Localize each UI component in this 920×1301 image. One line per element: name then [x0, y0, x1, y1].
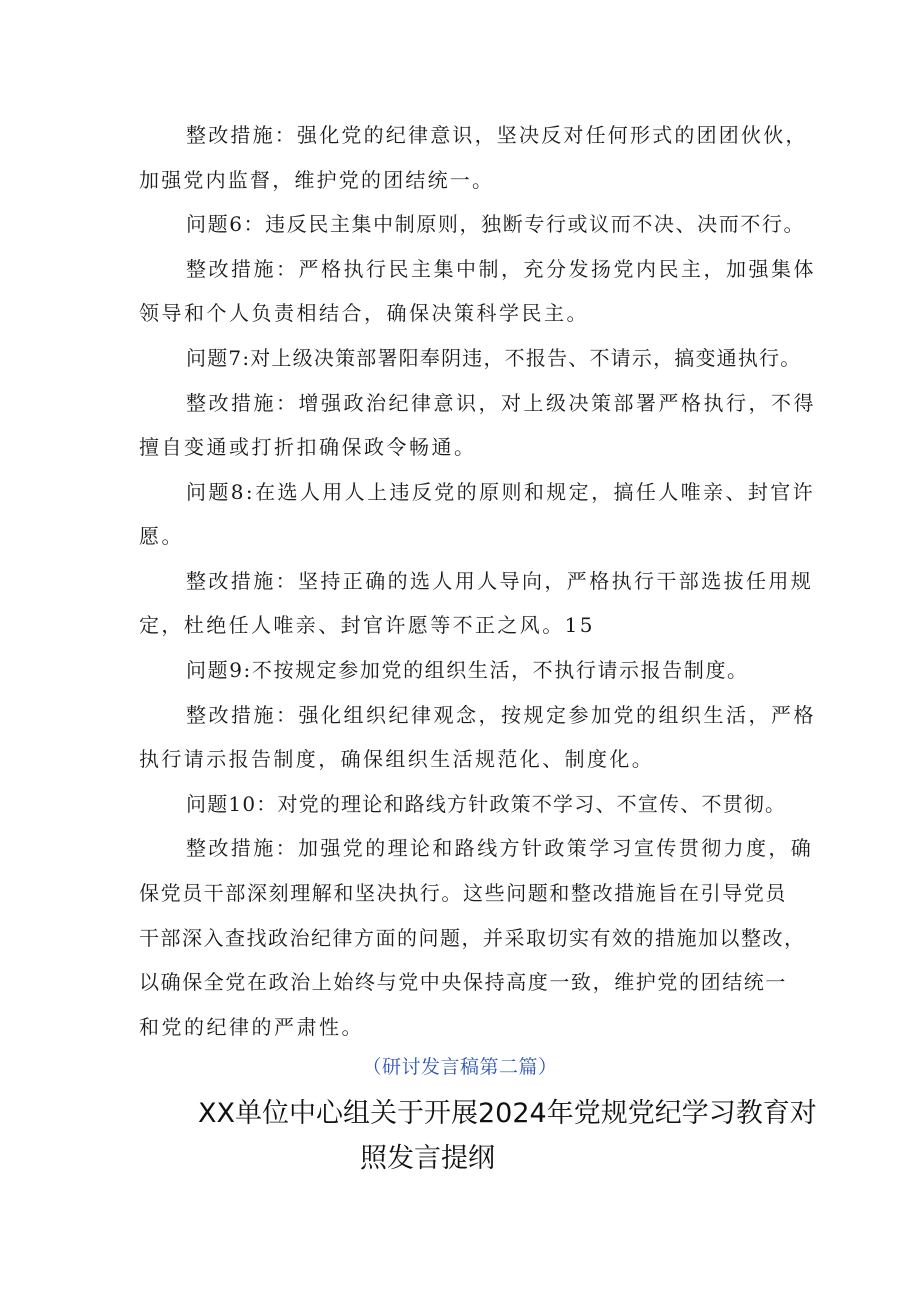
body-line: 整改措施：强化组织纪律观念，按规定参加党的组织生活，严格	[186, 703, 816, 727]
body-line: 整改措施：严格执行民主集中制，充分发扬党内民主，加强集体	[186, 257, 816, 281]
body-line: 以确保全党在政治上始终与党中央保持高度一致，维护党的团结统一	[139, 970, 787, 994]
document-title-line-1: XX单位中心组关于开展2024年党规党纪学习教育对	[198, 1098, 817, 1129]
body-line: 保党员干部深刻理解和坚决执行。这些问题和整改措施旨在引导党员	[139, 881, 787, 905]
body-line: 领导和个人负责相结合，确保决策科学民主。	[139, 301, 589, 325]
body-line: 问题7:对上级决策部署阳奉阴违，不报告、不请示，搞变通执行。	[186, 346, 802, 370]
body-line: 问题9:不按规定参加党的组织生活，不执行请示报告制度。	[186, 658, 749, 682]
body-line: 问题10：对党的理论和路线方针政策不学习、不宣传、不贯彻。	[186, 792, 787, 816]
body-line: 擅自变通或打折扣确保政令畅通。	[139, 435, 477, 459]
body-line: 整改措施：强化党的纪律意识，坚决反对任何形式的团团伙伙，	[186, 123, 808, 147]
body-line: 干部深入查找政治纪律方面的问题，并采取切实有效的措施加以整改，	[139, 926, 806, 950]
body-line: 问题6：违反民主集中制原则，独断专行或议而不决、决而不行。	[186, 212, 806, 236]
body-line: 和党的纪律的严肃性。	[139, 1015, 364, 1039]
body-line: 整改措施：加强党的理论和路线方针政策学习宣传贯彻力度，确	[186, 836, 814, 860]
body-line: 执行请示报告制度，确保组织生活规范化、制度化。	[139, 747, 655, 771]
body-line: 愿。	[139, 524, 184, 548]
body-line: 加强党内监督，维护党的团结统一。	[139, 168, 495, 192]
section-subtitle: （研讨发言稿第二篇）	[362, 1056, 558, 1078]
body-line: 整改措施：增强政治纪律意识，对上级决策部署严格执行，不得	[186, 391, 816, 415]
body-line: 问题8:在选人用人上违反党的原则和规定，搞任人唯亲、封官许	[186, 480, 816, 504]
body-line: 定，杜绝任人唯亲、封官许愿等不正之风。15	[139, 613, 595, 637]
body-line: 整改措施：坚持正确的选人用人导向，严格执行干部选拔任用规	[186, 569, 814, 593]
document-title-line-2: 照发言提纲	[360, 1143, 495, 1174]
